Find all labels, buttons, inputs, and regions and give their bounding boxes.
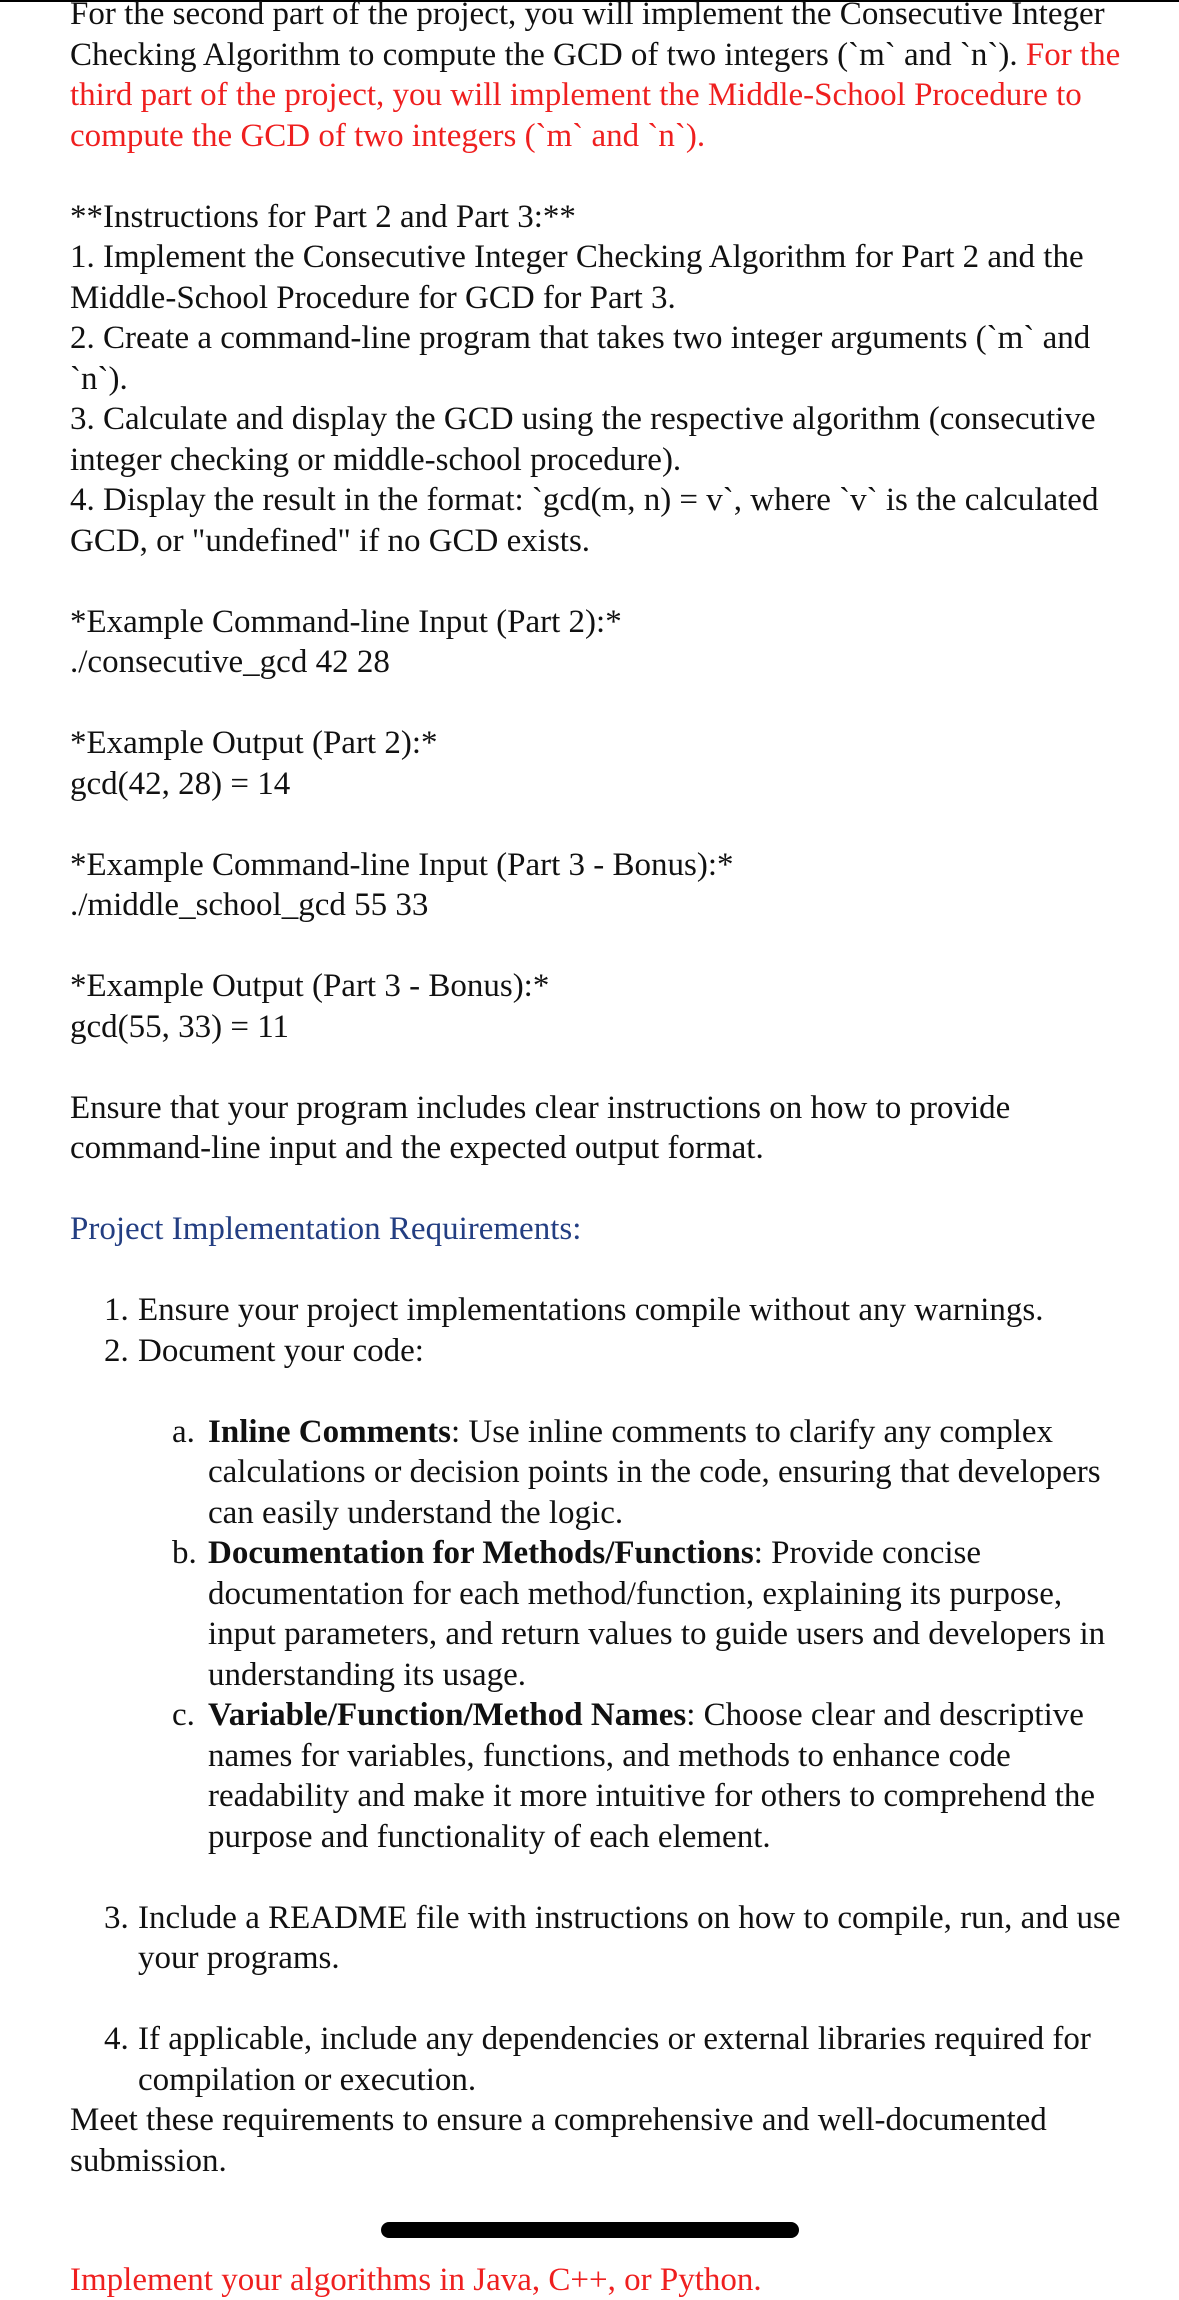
sublist-marker: b. (172, 1535, 197, 1571)
requirements-heading: Project Implementation Requirements: (70, 1211, 582, 1247)
requirements-list-continued (70, 1898, 1130, 1979)
list-item-text: Include a README file with instructions on how to compile, run, and use your programs. (138, 1899, 1121, 1976)
example-label: *Example Output (Part 3 - Bonus):* (70, 968, 550, 1004)
implementation-language-note: Implement your algorithms in Java, C++, or Python. (70, 2262, 762, 2298)
sublist-item (70, 1695, 1130, 1857)
instruction-item: 4. Display the result in the format: `gcd(m, n) = v`, where `v` is the calculated GCD, or "undefined" if no GCD exists. (70, 482, 1099, 559)
list-item-text: Ensure your project implementations compile without any warnings. (138, 1292, 1044, 1328)
instructions-heading: **Instructions for Part 2 and Part 3:** (70, 198, 576, 235)
sublist-text: : Provide concise documentation for each method/function, explaining its purpose, input parameters, and return values to guide users and developers in understanding its usage. (208, 1535, 1106, 1693)
list-item (70, 1898, 1130, 1979)
list-marker: 3. (104, 1899, 129, 1936)
sublist-item (70, 1412, 1130, 1534)
list-item (70, 2019, 1130, 2100)
list-marker: 2. (104, 1332, 129, 1369)
list-item-text: If applicable, include any dependencies or external libraries required for compilation or execution. (138, 2021, 1091, 2098)
example-label: *Example Command-line Input (Part 2):* (70, 603, 622, 640)
requirements-list (70, 1290, 1130, 1371)
example-label: *Example Command-line Input (Part 3 - Bonus):* (70, 846, 734, 883)
example-value: ./consecutive_gcd 42 28 (70, 644, 390, 680)
example-value: ./middle_school_gcd 55 33 (70, 887, 429, 923)
instruction-item: 1. Implement the Consecutive Integer Checking Algorithm for Part 2 and the Middle-School Procedure for GCD for Part 3. (70, 239, 1084, 316)
list-item-text: Document your code: (138, 1332, 424, 1369)
intro-paragraph (70, 0, 1130, 156)
example-value: gcd(42, 28) = 14 (70, 765, 291, 802)
sublist-marker: c. (172, 1697, 195, 1733)
sublist-term: Variable/Function/Method Names (208, 1697, 687, 1733)
sublist-term: Inline Comments (208, 1413, 451, 1450)
intro-text: For the second part of the project, you will implement the Consecutive Integer Checking Algorithm to compute the GCD of two integers (`m` and `n`). (70, 0, 1105, 73)
intro-red-text: For the third part of the project, you will implement the Middle-School Procedure to compute the GCD of two integers (`m` and `n`). (70, 36, 1121, 154)
list-item (70, 1290, 1130, 1331)
sublist-text: : Use inline comments to clarify any complex calculations or decision points in the code, ensuring that developers can easily understand the logic. (208, 1413, 1101, 1531)
documentation-sublist (70, 1412, 1130, 1858)
home-indicator-bar[interactable] (381, 2222, 799, 2238)
instruction-item: 2. Create a command-line program that takes two integer arguments (`m` and `n`). (70, 320, 1091, 397)
sublist-marker: a. (172, 1413, 195, 1450)
sublist-text: : Choose clear and descriptive names for variables, functions, and methods to enhance code readability and make it more intuitive for others to comprehend the purpose and functionality of each element. (208, 1697, 1096, 1855)
instruction-item: 3. Calculate and display the GCD using the respective algorithm (consecutive integer checking or middle-school procedure). (70, 401, 1096, 478)
sublist-term: Documentation for Methods/Functions (208, 1535, 754, 1571)
example-label: *Example Output (Part 2):* (70, 725, 438, 761)
list-item (70, 1331, 1130, 1372)
example-value: gcd(55, 33) = 11 (70, 1008, 290, 1045)
requirements-list-continued-2 (70, 2019, 1130, 2100)
ensure-paragraph: Ensure that your program includes clear instructions on how to provide command-line input and the expected output format. (70, 1089, 1011, 1166)
list-marker: 1. (104, 1292, 129, 1328)
document-body (70, 0, 1130, 2181)
closing-paragraph: Meet these requirements to ensure a comprehensive and well-documented submission. (70, 2102, 1047, 2179)
list-marker: 4. (104, 2021, 129, 2057)
sublist-item (70, 1533, 1130, 1695)
